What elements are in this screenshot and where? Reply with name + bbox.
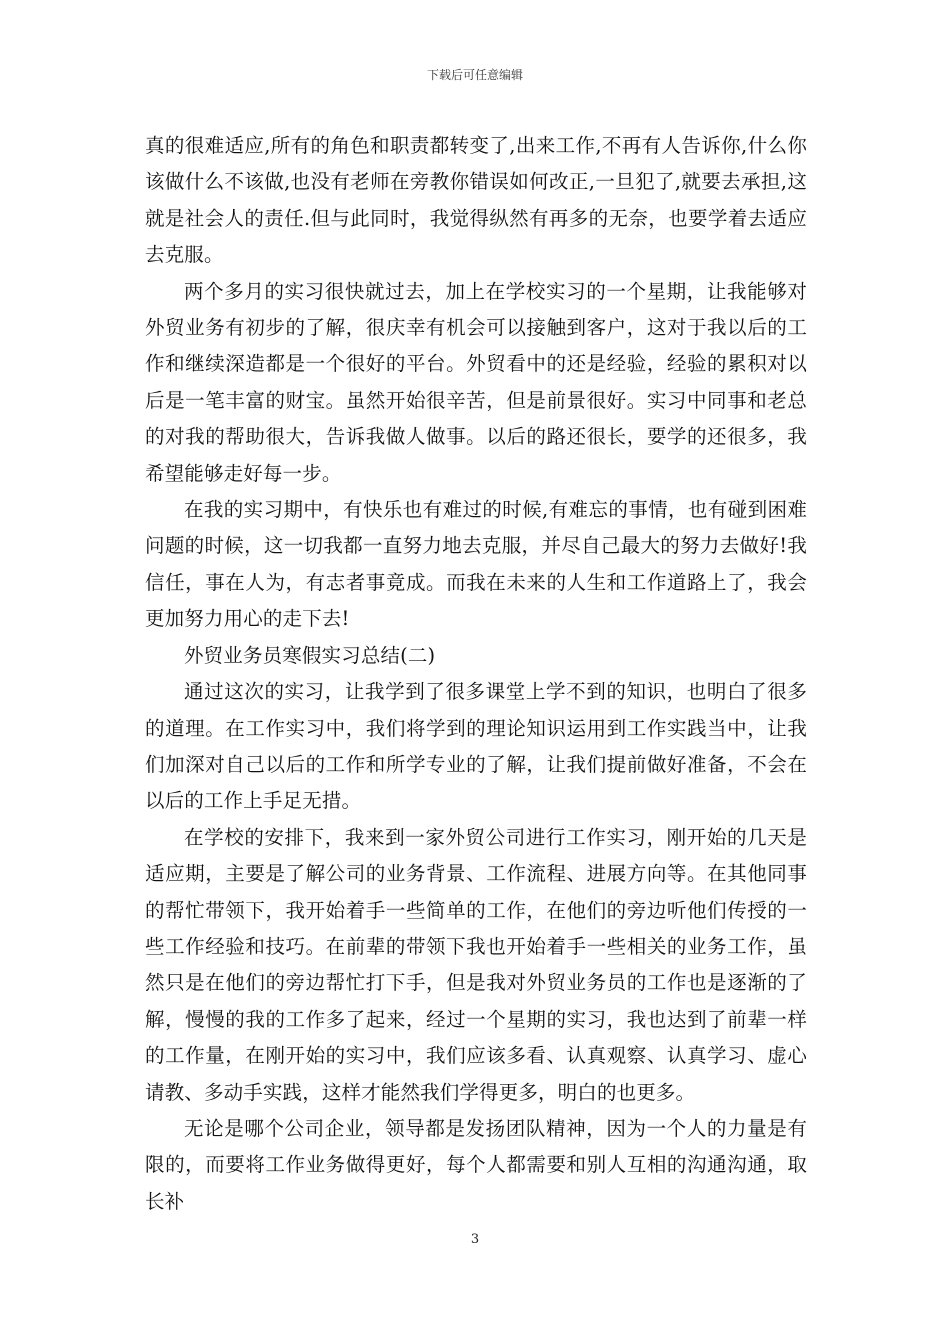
paragraph-internship-summary: 两个多月的实习很快就过去，加上在学校实习的一个星期，让我能够对外贸业务有初步的了解，很庆幸有机会可以接触到客户，这对于我以后的工作和继续深造都是一个很好的平台。外贸看中的还是经验，经验的累积对以后是一笔丰富的财宝。虽然开始很辛苦，但是前景很好。实习中同事和老总的对我的帮助很大，告诉我做人做事。以后的路还很长，要学的还很多，我希望能够走好每一步。 bbox=[145, 279, 807, 485]
page-number: 3 bbox=[470, 1232, 480, 1247]
paragraph-arrangement: 在学校的安排下，我来到一家外贸公司进行工作实习，刚开始的几天是适应期，主要是了解公司的业务背景、工作流程、进展方向等。在其他同事的帮忙带领下，我开始着手一些简单的工作，在他们的旁边听他们传授的一些工作经验和技巧。在前辈的带领下我也开始着手一些相关的业务工作，虽然只是在他们的旁边帮忙打下手，但是我对外贸业务员的工作也是逐渐的了解，慢慢的我的工作多了起来，经过一个星期的实习，我也达到了前辈一样的工作量，在刚开始的实习中，我们应该多看、认真观察、认真学习、虚心请教、多动手实践，这样才能然我们学得更多，明白的也更多。 bbox=[145, 825, 807, 1104]
page-header-note: 下载后可任意编辑 bbox=[426, 68, 523, 82]
paragraph-learning: 通过这次的实习，让我学到了很多课堂上学不到的知识，也明白了很多的道理。在工作实习中，我们将学到的理论知识运用到工作实践当中，让我们加深对自己以后的工作和所学专业的了解，让我们提前做好准备，不会在以后的工作上手足无措。 bbox=[145, 680, 807, 813]
section-heading: 外贸业务员寒假实习总结(二) bbox=[184, 643, 436, 667]
paragraph-teamwork: 无论是哪个公司企业，领导都是发扬团队精神，因为一个人的力量是有限的，而要将工作业务做得更好，每个人都需要和别人互相的沟通沟通，取长补 bbox=[145, 1116, 807, 1213]
paragraph-continued: 真的很难适应,所有的角色和职责都转变了,出来工作,不再有人告诉你,什么你该做什么不该做,也没有老师在旁教你错误如何改正,一旦犯了,就要去承担,这就是社会人的责任.但与此同时，我觉得纵然有再多的无奈，也要学着去适应去克服。 bbox=[145, 134, 807, 267]
document-body bbox=[145, 128, 807, 1220]
paragraph-internship-feelings: 在我的实习期中，有快乐也有难过的时候,有难忘的事情，也有碰到困难问题的时候，这一切我都一直努力地去克服，并尽自己最大的努力去做好!我信任，事在人为，有志者事竟成。而我在未来的人生和工作道路上了，我会更加努力用心的走下去! bbox=[145, 498, 807, 631]
